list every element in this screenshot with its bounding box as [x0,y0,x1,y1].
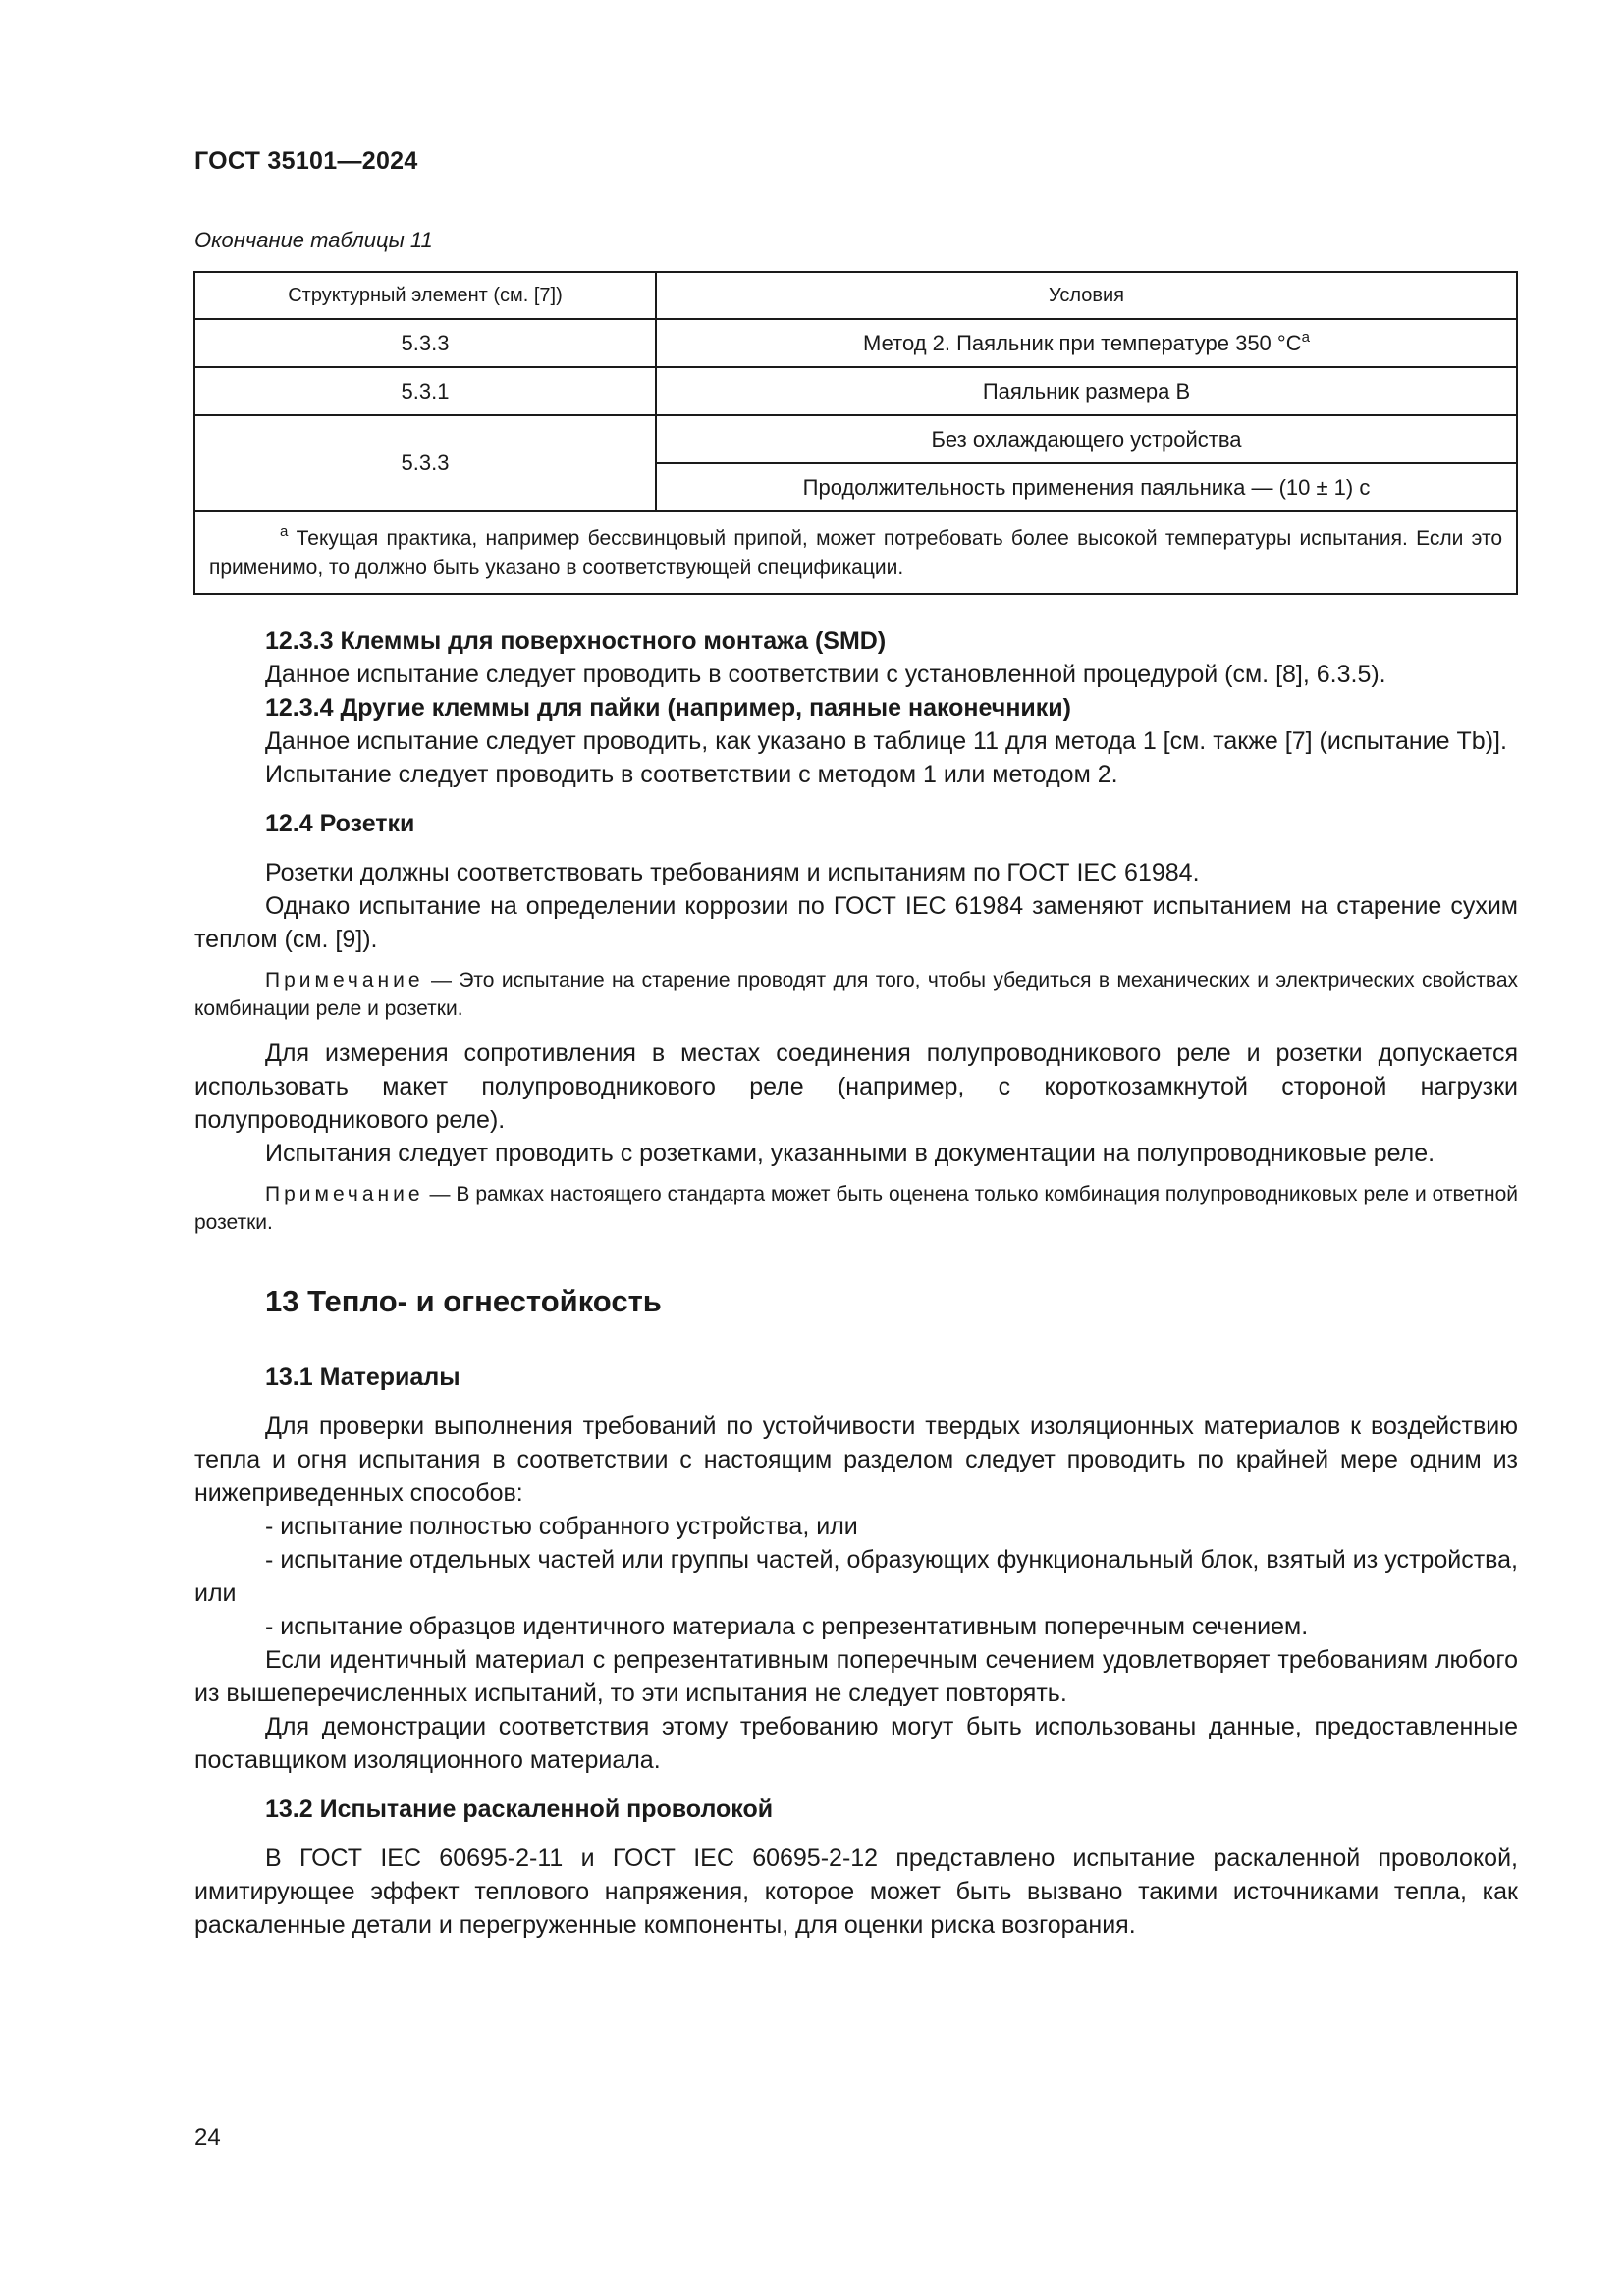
paragraph: Испытание следует проводить в соответствии с методом 1 или методом 2. [265,761,1118,788]
list-item: - испытание отдельных частей или группы частей, образующих функциональный блок, взятый из устройства, или [194,1546,1518,1607]
section-heading-12-4: 12.4 Розетки [265,810,415,837]
paragraph: Однако испытание на определении коррозии по ГОСТ IEC 61984 заменяют испытанием на старение сухим теплом (см. [9]). [194,892,1518,953]
list-item: - испытание полностью собранного устройства, или [265,1513,858,1540]
note-label: Примечание [265,969,424,991]
paragraph: Испытания следует проводить с розетками, указанными в документации на полупроводниковые реле. [265,1140,1435,1167]
table-cell-conditions: Паяльник размера В [656,367,1517,415]
section-heading-13-1: 13.1 Материалы [265,1363,460,1391]
paragraph: Данное испытание следует проводить, как указано в таблице 11 для метода 1 [см. также [7] (испытание Tb)]. [265,727,1507,755]
table-header-row [194,272,1517,319]
paragraph: Для измерения сопротивления в местах соединения полупроводникового реле и розетки допускается использовать макет полупроводникового реле (например, с короткозамкнутой стороной нагрузки полупроводникового реле). [194,1040,1518,1134]
table-footnote: $^a$ Текущая практика, например бессвинцовый припой, может потребовать более высокой температуры испытания. Если это применимо, то должно быть указано в соответствующей спецификации. [194,511,1517,594]
table-footnote-row [194,511,1517,594]
table-header-element: Структурный элемент (см. [7]) [194,272,656,319]
paragraph: Данное испытание следует проводить в соответствии с установленной процедурой (см. [8], 6.3.5). [265,661,1386,688]
paragraph: Розетки должны соответствовать требованиям и испытаниям по ГОСТ IEC 61984. [265,859,1200,886]
paragraph: Для проверки выполнения требований по устойчивости твердых изоляционных материалов к воздействию тепла и огня испытания в соответствии с настоящим разделом следует проводить по крайней мере одним из нижеприведенных способов: [194,1413,1518,1507]
table-cell-element: 5.3.3 [194,319,656,367]
section-heading-12-3-4: 12.3.4 Другие клеммы для пайки (например, паяные наконечники) [265,694,1071,721]
section-heading-13: 13 Тепло- и огнестойкость [265,1284,662,1318]
note: Примечание — В рамках настоящего стандарта может быть оценена только комбинация полупроводниковых реле и ответной розетки. [194,1183,1518,1234]
table-header-conditions: Условия [656,272,1517,319]
paragraph: Для демонстрации соответствия этому требованию могут быть использованы данные, предоставленные поставщиком изоляционного материала. [194,1713,1518,1774]
table-row [194,367,1517,415]
table-cell-element: 5.3.3 [194,415,656,511]
table-caption: Окончание таблицы 11 [194,228,433,252]
table-row [194,319,1517,367]
table-cell-conditions: Метод 2. Паяльник при температуре 350 $^\circ С^a$ [656,319,1517,367]
paragraph: Если идентичный материал с репрезентативным поперечным сечением удовлетворяет требованиям любого из вышеперечисленных испытаний, то эти испытания не следует повторять. [194,1646,1518,1707]
page-number: 24 [194,2124,221,2151]
list-item: - испытание образцов идентичного материала с репрезентативным поперечным сечением. [265,1613,1309,1640]
conditions-table [193,271,1518,595]
section-heading-13-2: 13.2 Испытание раскаленной проволокой [265,1795,774,1823]
section-heading-12-3-3: 12.3.3 Клеммы для поверхностного монтажа (SMD) [265,627,887,655]
note-label: Примечание [265,1183,424,1205]
table-row [194,415,1517,463]
footnote-ref: a [1301,328,1310,346]
paragraph: В ГОСТ IEC 60695-2-11 и ГОСТ IEC 60695-2-12 представлено испытание раскаленной проволокой, имитирующее эффект теплового напряжения, которое может быть вызвано такими источниками тепла, как раскаленные детали и перегруженные компоненты, для оценки риска возгорания. [194,1844,1518,1939]
document-body [194,624,1518,1942]
standard-designation: ГОСТ 35101—2024 [194,147,418,175]
table-cell-conditions: Продолжительность применения паяльника — (10 ± 1) с [656,463,1517,511]
note: Примечание — Это испытание на старение проводят для того, чтобы убедиться в механических и электрических свойствах комбинации реле и розетки. [194,969,1518,1020]
table-cell-element: 5.3.1 [194,367,656,415]
table-cell-conditions: Без охлаждающего устройства [656,415,1517,463]
